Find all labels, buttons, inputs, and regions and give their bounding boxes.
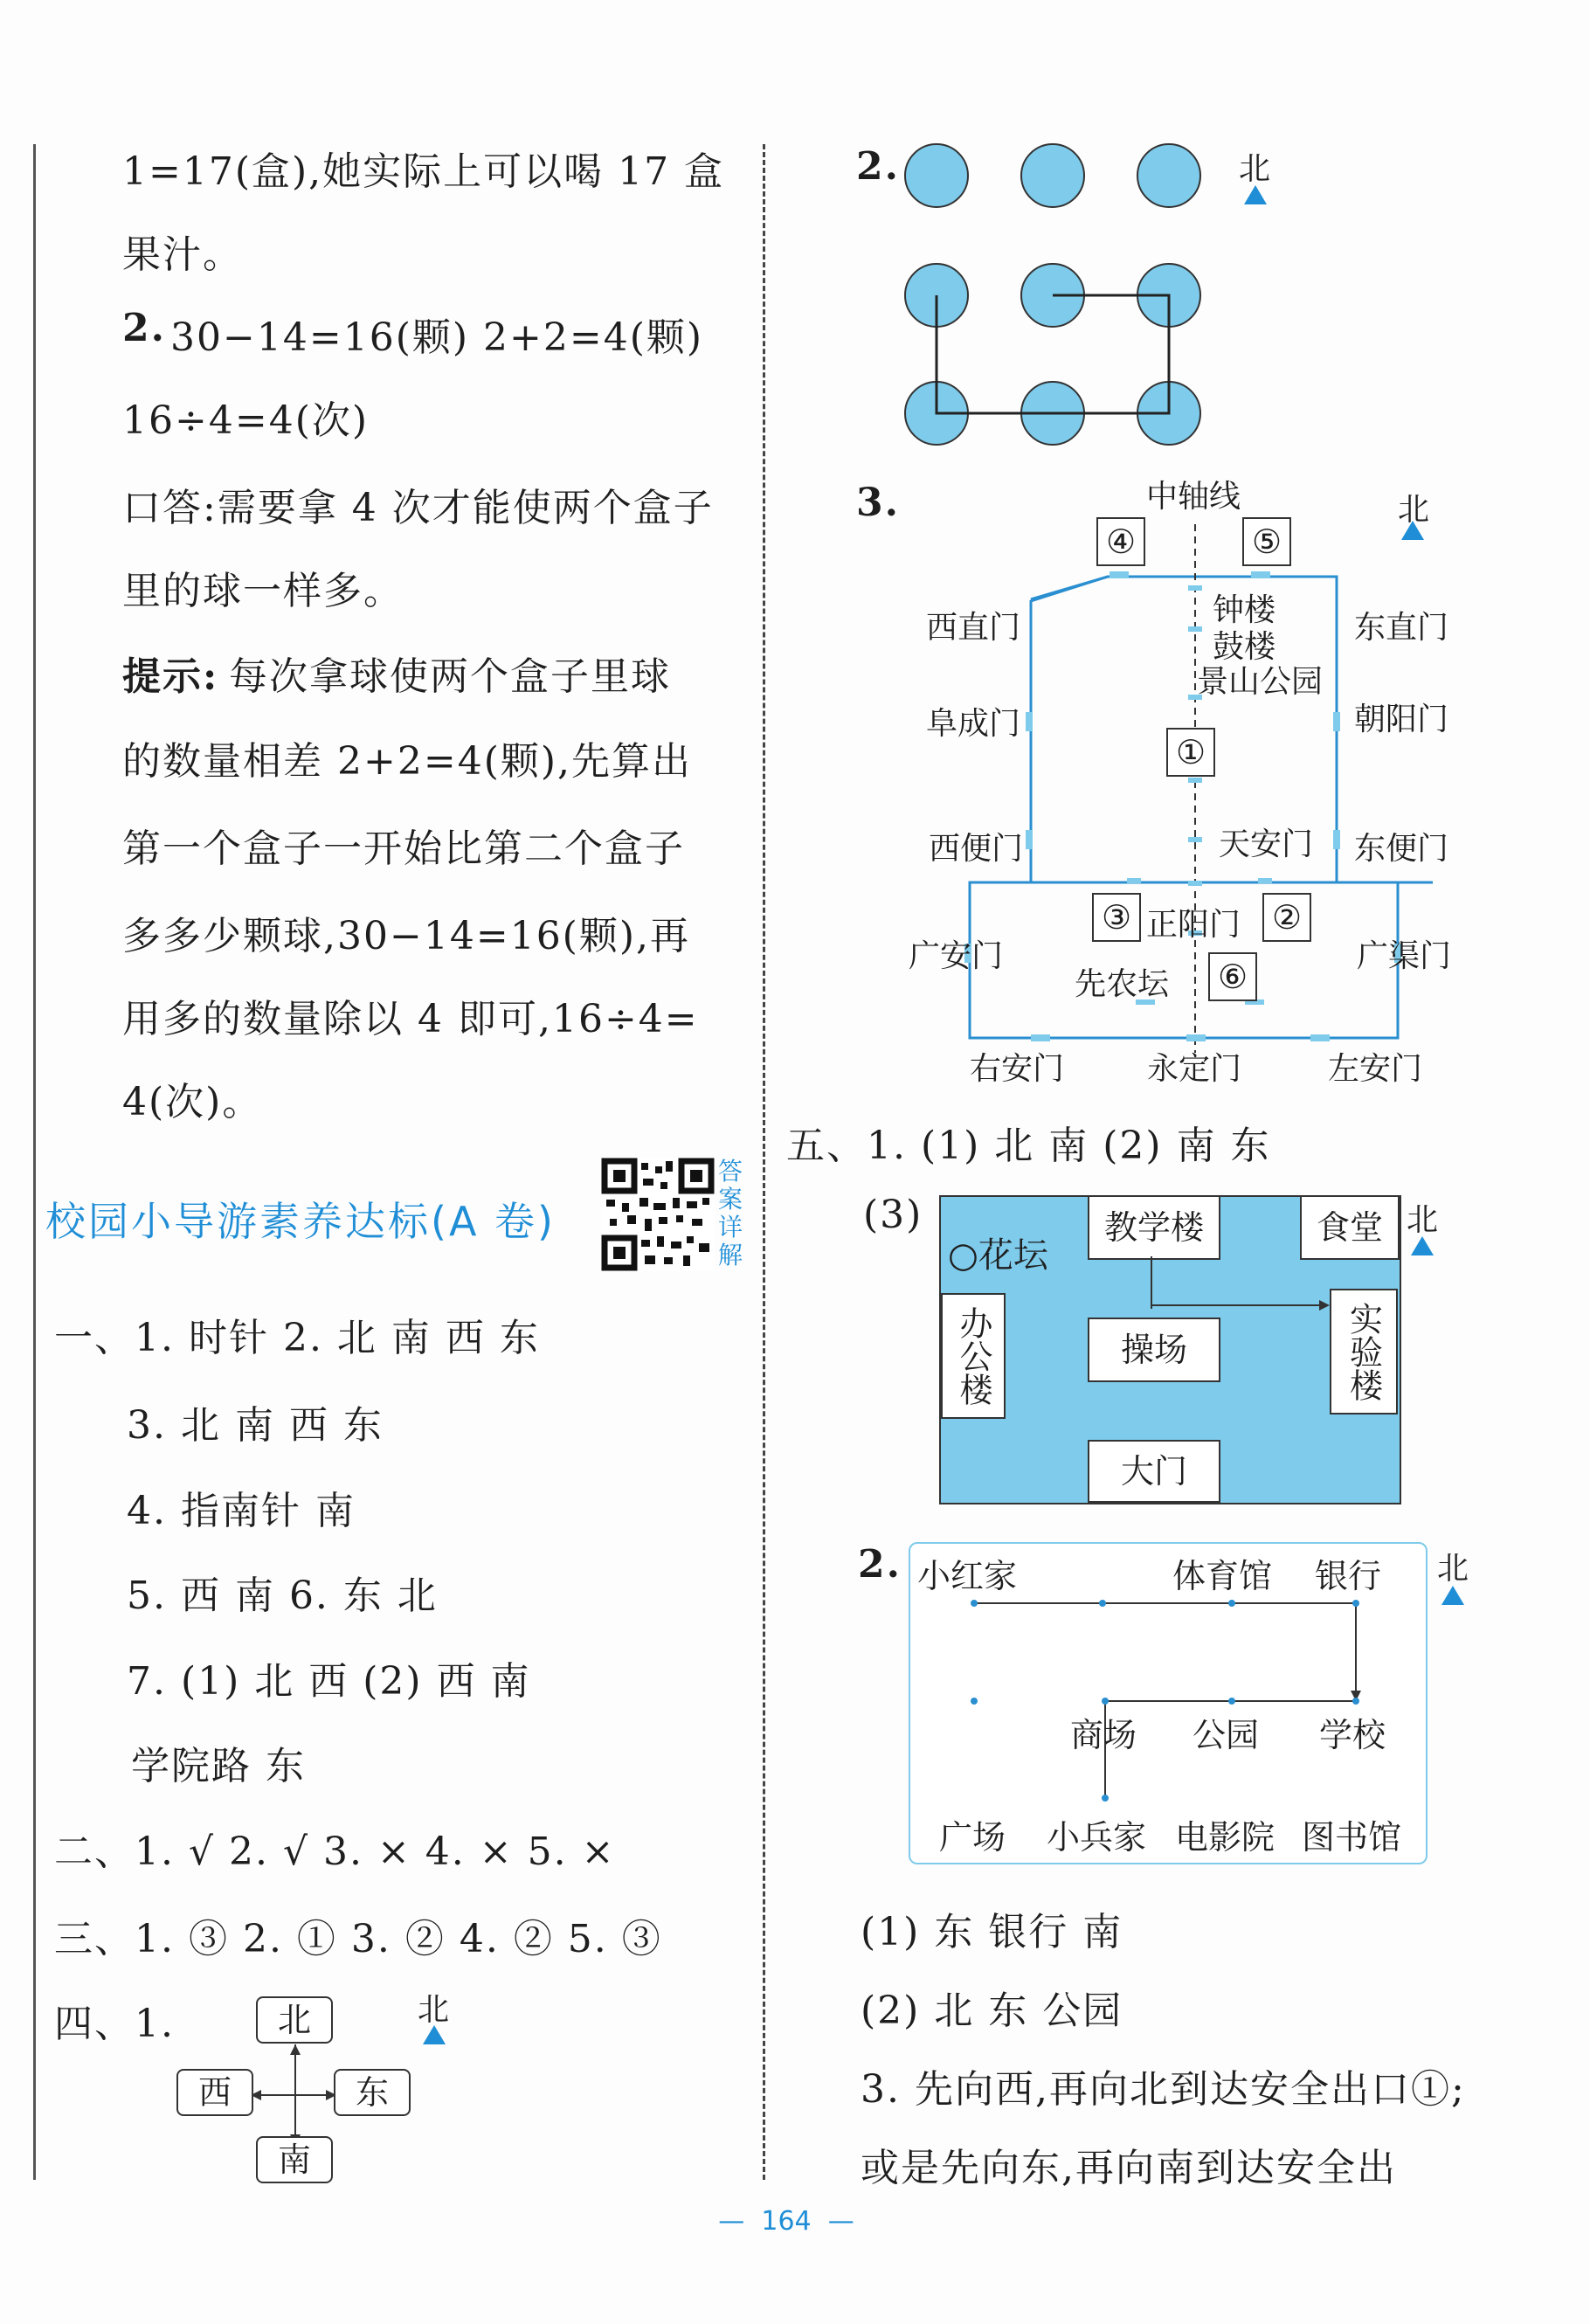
question-number: 2. (858, 1542, 902, 1587)
map-label: 钟楼 (1213, 592, 1276, 628)
hint-label: 提示: (122, 654, 219, 699)
map-label: 阜成门 (926, 706, 1021, 742)
place-label: 广场 (939, 1818, 1006, 1857)
qr-code[interactable] (601, 1158, 715, 1271)
campus-label: (3) (863, 1193, 923, 1237)
left-edge-rule (33, 144, 36, 2180)
map-label: 永定门 (1147, 1051, 1242, 1087)
text-line: 第一个盒子一开始比第二个盒子 (122, 827, 685, 871)
answer-line: 5. 西 南 6. 东 北 (127, 1574, 438, 1618)
qr-caption: 答案详解 (718, 1157, 743, 1269)
north-marker-label: 北 (418, 1992, 450, 2028)
answer-line: 或是先向东,再向南到达安全出 (861, 2146, 1397, 2190)
answer-line: 3. 先向西,再向北到达安全出口①; (861, 2067, 1466, 2112)
text-line: 多多少颗球,30−14=16(颗),再 (122, 914, 691, 958)
answer-line: (1) 东 银行 南 (861, 1910, 1123, 1954)
answer-line: 3. 北 南 西 东 (127, 1403, 384, 1448)
playground: 操场 (1088, 1318, 1220, 1382)
place-label: 学校 (1319, 1716, 1386, 1754)
map-marker-box: ④ (1096, 517, 1145, 566)
map-label: 天安门 (1219, 827, 1314, 862)
text-line: 4(次)。 (122, 1080, 263, 1124)
compass-north: 北 (256, 1996, 333, 2044)
circles-diagram (891, 135, 1258, 459)
text-line: 16÷4=4(次) (122, 398, 370, 443)
north-label: 北 (1437, 1551, 1469, 1587)
garden-label: ○花坛 (948, 1235, 1048, 1276)
map-marker-box: ⑥ (1208, 952, 1257, 1001)
place-label: 体育馆 (1172, 1557, 1273, 1595)
office-building: 办公楼 (941, 1293, 1006, 1419)
center-divider (763, 144, 765, 2180)
north-label: 北 (1398, 492, 1430, 528)
text-line: 里的球一样多。 (122, 569, 404, 613)
text-line: 果汁。 (122, 232, 243, 277)
place-label: 银行 (1315, 1557, 1382, 1595)
text-line: 30−14=16(颗) 2+2=4(颗) (170, 315, 704, 360)
map-label: 西便门 (929, 831, 1024, 867)
question-number: 2. (856, 144, 900, 189)
map-marker-box: ③ (1092, 893, 1141, 942)
answer-line: 7. (1) 北 西 (2) 西 南 (127, 1659, 531, 1704)
north-label: 北 (1239, 151, 1271, 187)
page-number: 164 (761, 2206, 812, 2237)
answer-line: 五、1. (1) 北 南 (2) 南 东 (786, 1124, 1271, 1168)
compass-south: 南 (256, 2136, 333, 2183)
place-label: 商场 (1070, 1716, 1137, 1754)
axis-label: 中轴线 (1146, 479, 1241, 515)
map-label: 右安门 (970, 1051, 1065, 1087)
text-line: 每次拿球使两个盒子里球 (229, 654, 671, 699)
text-line: 的数量相差 2+2=4(颗),先算出 (122, 739, 693, 784)
page-footer: — 164 — (718, 2206, 854, 2237)
question-number: 2. (122, 306, 166, 350)
map-label: 东直门 (1354, 610, 1449, 646)
gate: 大门 (1088, 1440, 1220, 1503)
answer-line: (2) 北 东 公园 (861, 1989, 1123, 2033)
north-arrow-icon (1441, 1586, 1464, 1605)
text-line: 1=17(盒),她实际上可以喝 17 盒 (122, 149, 725, 194)
north-label: 北 (1407, 1202, 1439, 1238)
compass-east: 东 (334, 2069, 411, 2116)
place-label: 小兵家 (1047, 1818, 1147, 1857)
text-line: 用多的数量除以 4 即可,16÷4= (122, 997, 699, 1041)
map-marker-box: ② (1262, 893, 1311, 942)
place-label: 图书馆 (1302, 1818, 1402, 1857)
answer-line: 4. 指南针 南 (127, 1489, 356, 1533)
north-arrow-icon (423, 2025, 446, 2044)
answer-line: 二、1. √ 2. √ 3. × 4. × 5. × (54, 1829, 616, 1874)
place-label: 小红家 (917, 1557, 1018, 1595)
place-label: 公园 (1192, 1716, 1260, 1754)
teaching-building: 教学楼 (1088, 1195, 1220, 1260)
answer-line: 三、1. ③ 2. ① 3. ② 4. ② 5. ③ (54, 1917, 662, 1961)
north-arrow-icon (1244, 185, 1267, 204)
map-label: 景山公园 (1197, 664, 1324, 700)
map-label: 鼓楼 (1213, 629, 1276, 665)
map-label: 西直门 (926, 610, 1021, 646)
north-arrow-icon (1401, 521, 1424, 540)
section-title: 校园小导游素养达标(A 卷) (45, 1198, 556, 1245)
lab-building: 实验楼 (1330, 1289, 1398, 1414)
question-number: 3. (856, 481, 900, 525)
answer-line: 四、1. (54, 2002, 175, 2046)
north-arrow-icon (1411, 1236, 1434, 1255)
map-label: 东便门 (1354, 831, 1449, 867)
answer-line: 学院路 东 (131, 1744, 306, 1788)
map-label: 广安门 (909, 938, 1004, 974)
canteen: 食堂 (1300, 1195, 1400, 1260)
answer-line: 一、1. 时针 2. 北 南 西 东 (54, 1316, 540, 1360)
compass-west: 西 (176, 2069, 253, 2116)
map-label: 先农坛 (1075, 966, 1170, 1002)
map-label: 朝阳门 (1354, 702, 1449, 737)
map-label: 左安门 (1328, 1051, 1423, 1087)
map-marker-box: ① (1166, 728, 1215, 777)
map-label: 正阳门 (1146, 907, 1241, 943)
text-line: 口答:需要拿 4 次才能使两个盒子 (122, 486, 714, 530)
place-label: 电影院 (1175, 1818, 1275, 1857)
map-label: 广渠门 (1357, 938, 1452, 974)
map-marker-box: ⑤ (1242, 517, 1291, 566)
